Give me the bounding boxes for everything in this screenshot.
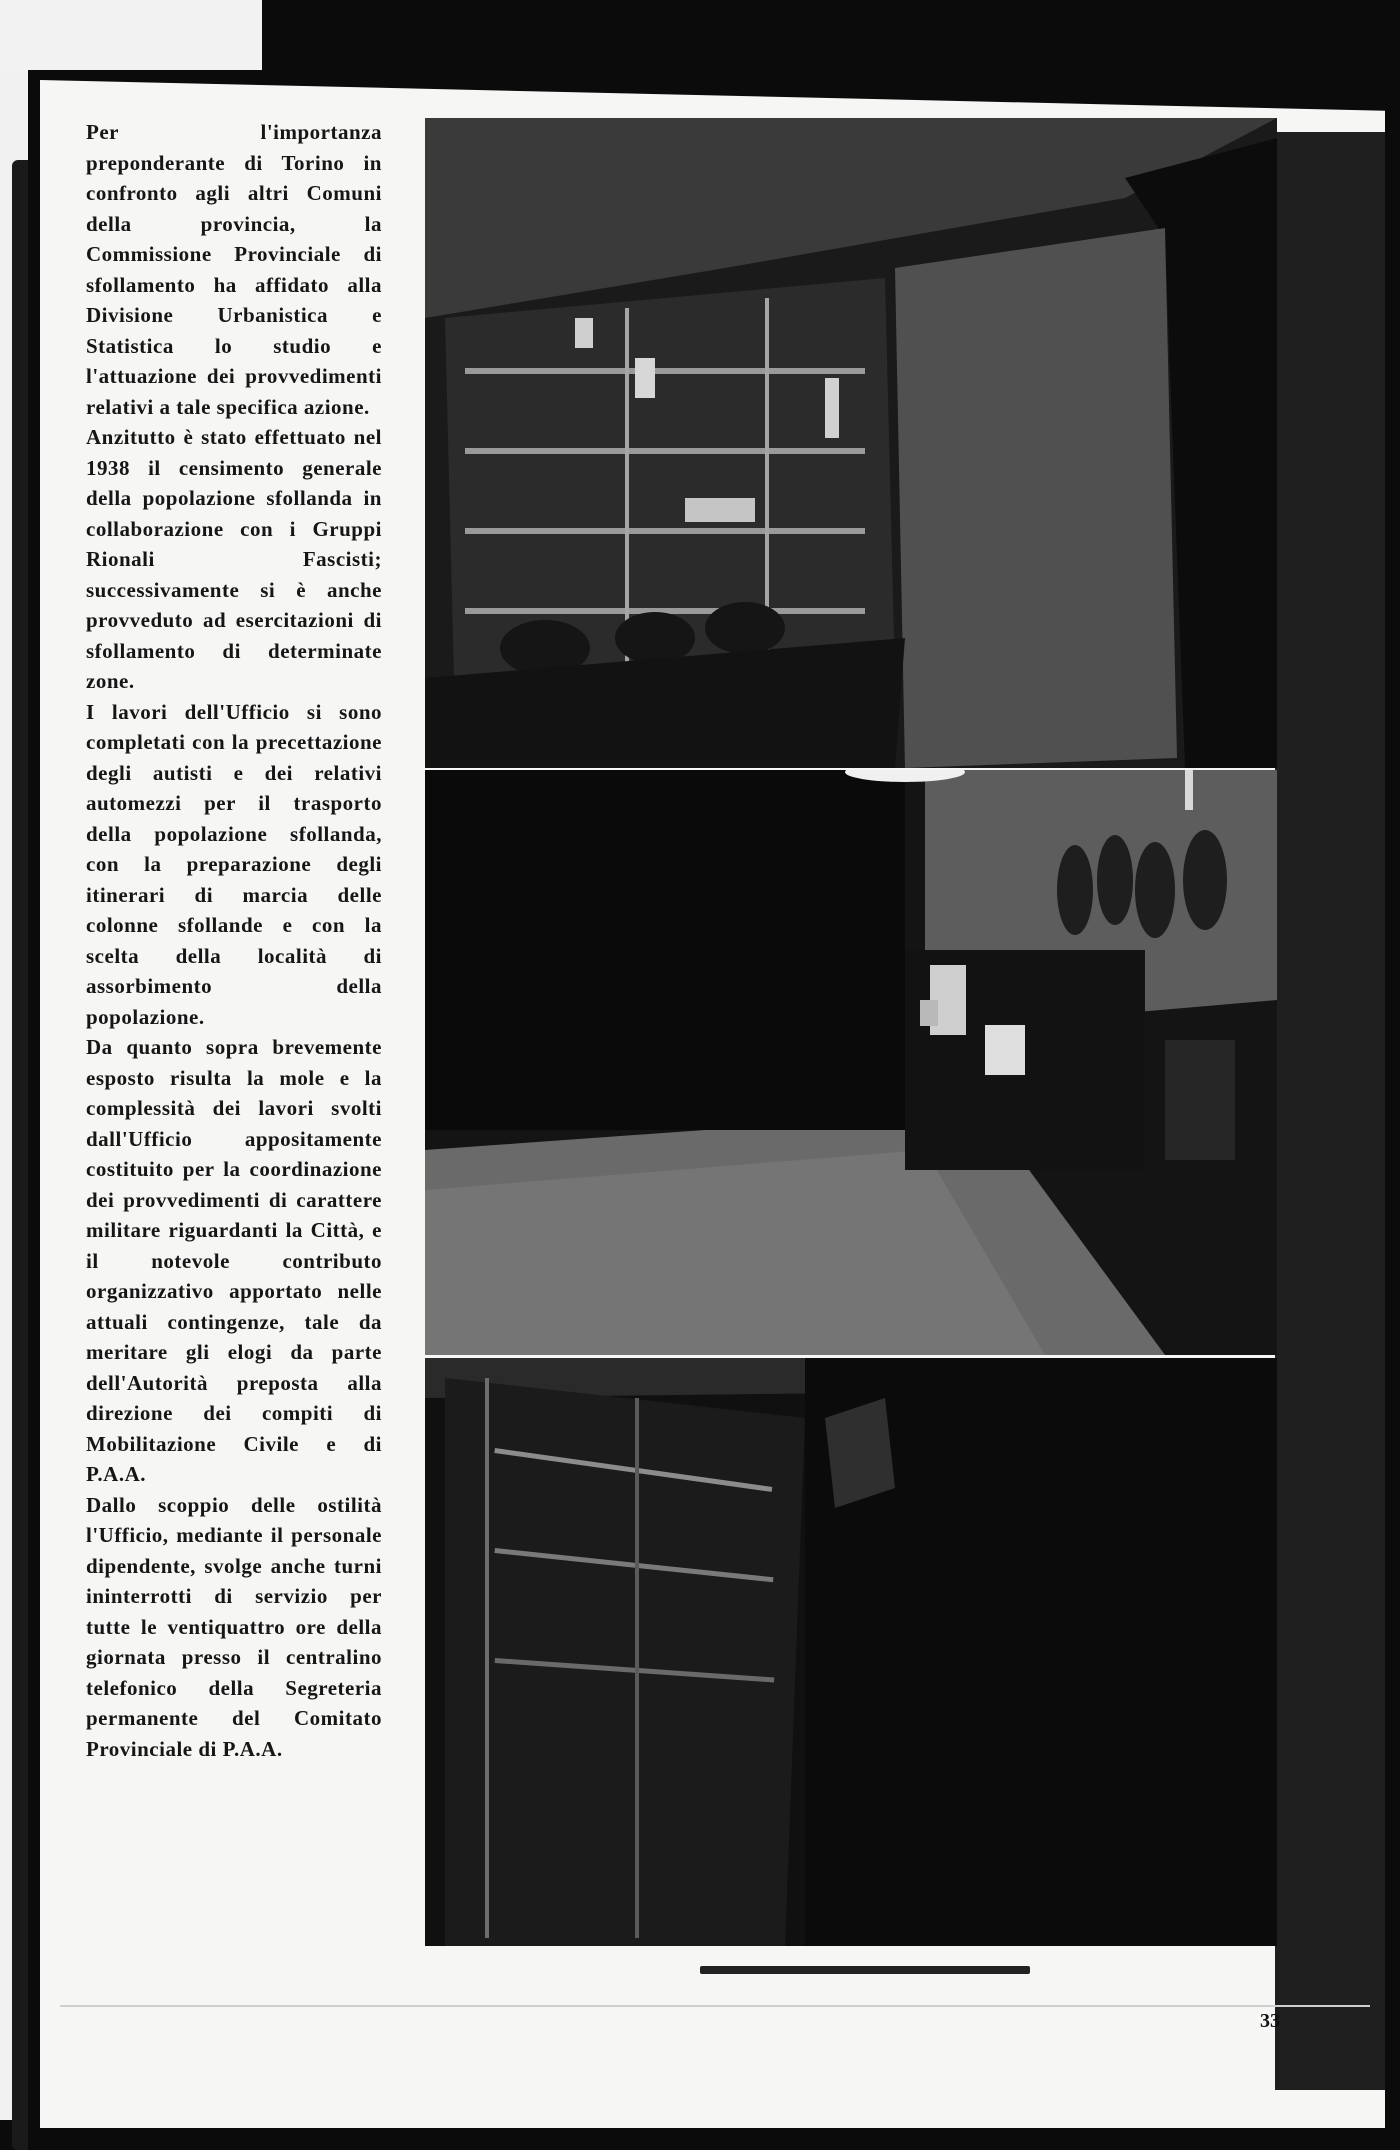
photo-column	[425, 118, 1280, 1948]
paragraph-4: Da quanto sopra brevemente esposto risulta la mole e la complessità dei lavori svolti dall'Ufficio appositamente costituito per la coordinazione dei provvedimenti di carattere militare riguardanti la Città, e il notevole contributo organizzativo apportato nelle attuali contingenze, tale da meritare gli elogi da parte dell'Autorità preposta alla direzione dei compiti di Mobilitazione Civile e di P.A.A.	[86, 1035, 382, 1486]
photo-caption	[700, 1966, 1030, 1974]
next-page-edge	[1275, 132, 1385, 2090]
storage-room-photo-3	[425, 1358, 1277, 1946]
previous-page-edge	[0, 70, 28, 2120]
page-number: 33	[1260, 2010, 1280, 2032]
paragraph-3: I lavori dell'Ufficio si sono completati con la precettazione degli autisti e dei relativi automezzi per il trasporto della popolazione sfollanda, con la preparazione degli itinerari di marcia delle colonne sfollande e con la scelta della località di assorbimento della popolazione.	[86, 699, 382, 1029]
article-text	[86, 117, 382, 1764]
footer-rule	[60, 2005, 1370, 2007]
paragraph-1: Per l'importanza preponderante di Torino in confronto agli altri Comuni della provincia, la Commissione Provinciale di sfollamento ha affidato alla Divisione Urbanistica e Statistica lo studio e l'attuazione dei provvedimenti relativi a tale specifica azione.	[86, 120, 382, 419]
paragraph-2: Anzitutto è stato effettuato nel 1938 il censimento generale della popolazione sfollanda in collaborazione con i Gruppi Rionali Fascisti; successivamente si è anche provveduto ad esercitazioni di sfollamento di determinate zone.	[86, 425, 382, 693]
scan-margin-tab	[0, 0, 262, 70]
storage-room-photo-1	[425, 118, 1277, 768]
storage-room-photo-2	[425, 770, 1277, 1355]
paragraph-5: Dallo scoppio delle ostilità l'Ufficio, mediante il personale dipendente, svolge anche turni ininterrotti di servizio per tutte le ventiquattro ore della giornata presso il centralino telefonico della Segreteria permanente del Comitato Provinciale di P.A.A.	[86, 1492, 382, 1761]
